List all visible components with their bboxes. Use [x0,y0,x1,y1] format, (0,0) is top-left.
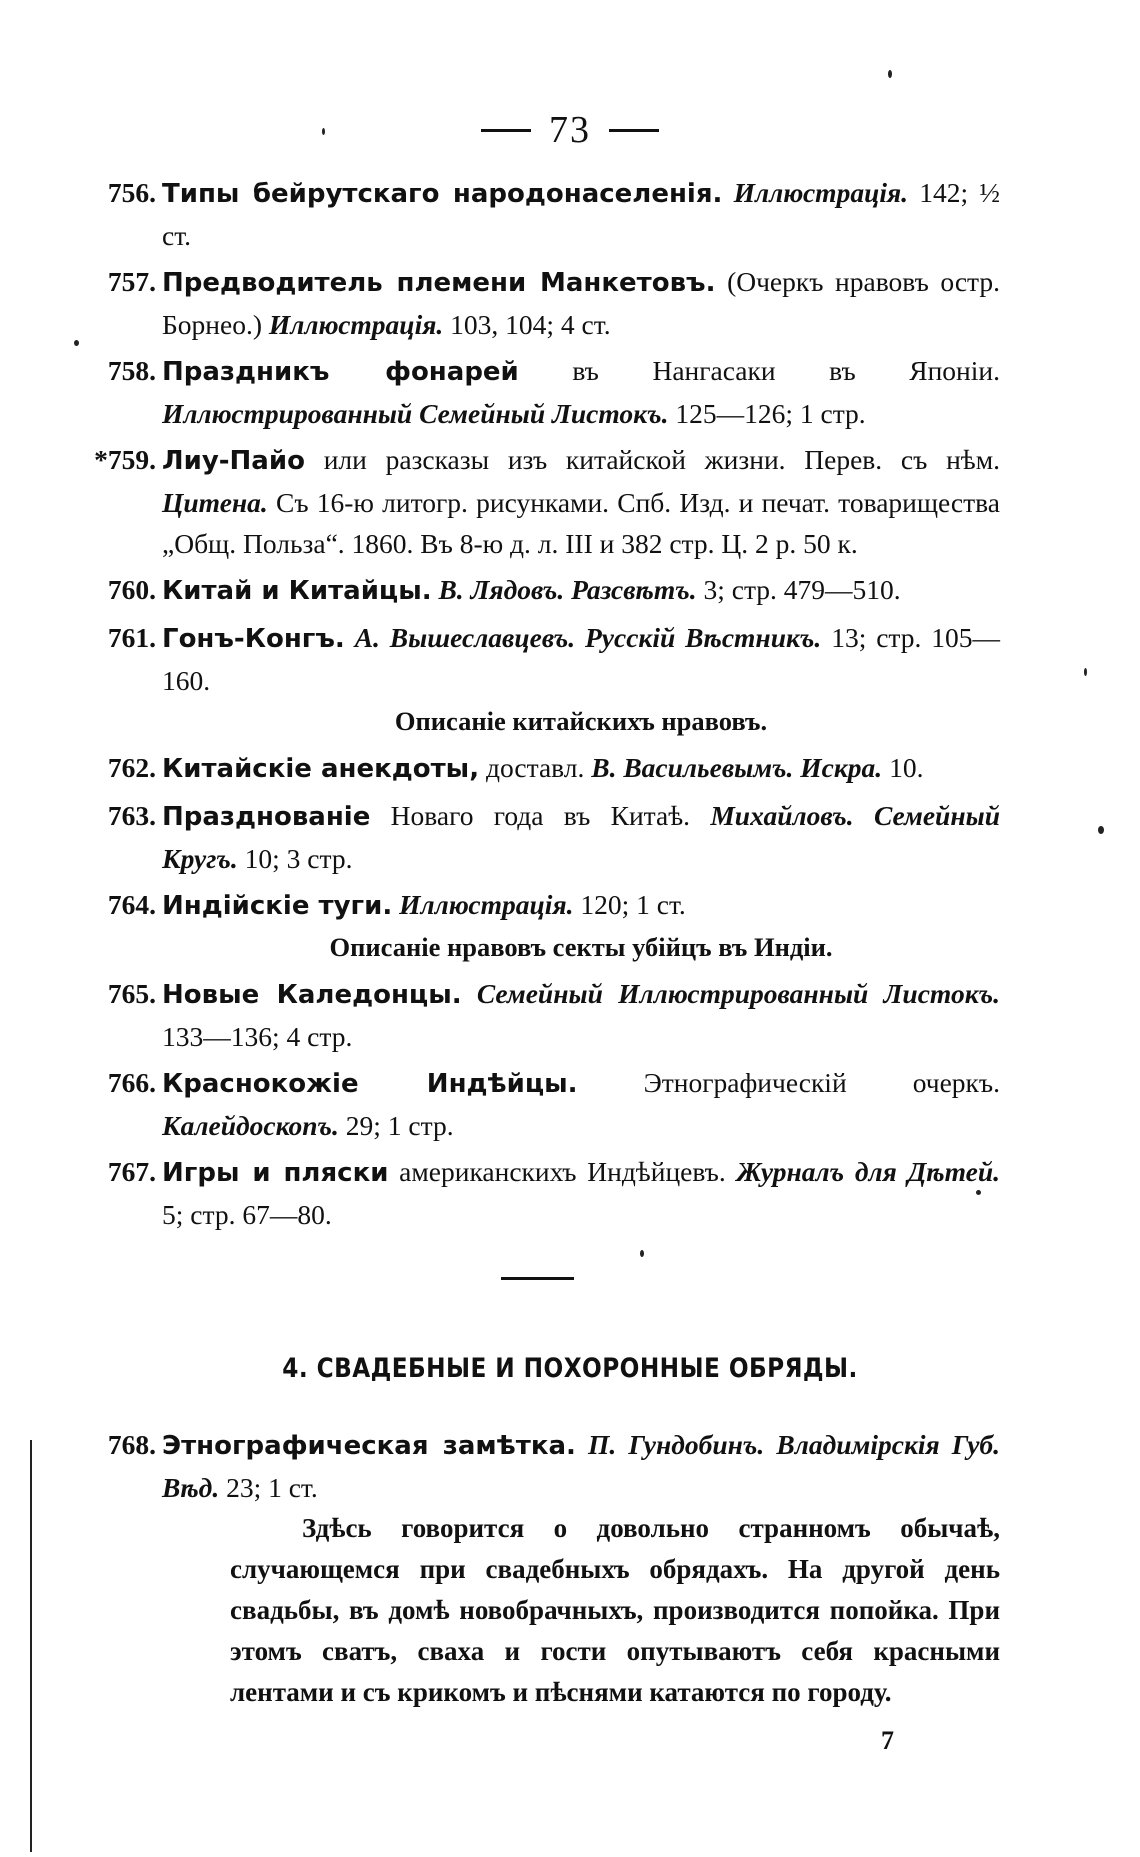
entry-source: В. Лядовъ. Разсвѣтъ. [438,574,697,605]
entry-description: въ Нангасаки въ Японіи. [572,355,1001,386]
entry-761 [90,617,1000,742]
entry-number: *759. [94,444,156,475]
dash-right [609,129,659,132]
entry-note: Описаніе китайскихъ нравовъ. [394,706,768,736]
ink-speck [1084,668,1087,676]
entry-details: 133—136; 4 стр. [162,1021,353,1052]
entry-details: 103, 104; 4 ст. [450,309,611,340]
entry-source: Иллюстрація. [399,889,574,920]
entry-details: 10; 3 стр. [244,843,353,874]
entry-title: Празднованіе [162,802,371,832]
entry-number: 757. [107,266,156,297]
entry-details: 13; стр. 105—160. [162,622,1001,696]
entry-756 [90,172,1000,256]
entry-source: Иллюстрація. [268,309,444,340]
entry-details: 120; 1 ст. [580,889,686,920]
entry-number: 761. [107,622,156,653]
entry-number: 756. [107,177,156,208]
entry-source: П. Гундобинъ. Владимірскія Губ. Вѣд. [162,1429,1000,1503]
entry-title: Краснокожіе Индѣйцы. [162,1069,578,1099]
signature-mark: 7 [881,1726,894,1755]
entry-title: Игры и пляски [162,1158,389,1188]
entry-note: Описаніе нравовъ секты убійцъ въ Индіи. [329,932,833,962]
ink-speck [640,1250,644,1257]
entry-description: или разсказы изъ китайской жизни. Перев. съ нѣм. [323,444,1000,475]
entry-763 [90,795,1000,879]
entry-source: Калейдоскопъ. [162,1110,339,1141]
entry-title: Лиу-Пайо [162,446,305,476]
entry-title: Праздникъ фонарей [162,357,519,387]
entry-767 [90,1151,1000,1235]
entry-number: 768. [107,1429,156,1460]
entry-759 [90,439,1000,564]
entry-number: 765. [107,978,156,1009]
entry-number: 764. [107,889,156,920]
entry-details: Съ 16-ю литогр. рисунками. Спб. Изд. и печат. товарищества „Общ. Польза“. 1860. Въ 8-ю д. л. III и 382 стр. Ц. 2 р. 50 к. [162,487,1000,559]
entry-757 [90,261,1000,345]
entry-title: Предводитель племени Манкетовъ. [162,268,716,298]
entry-details: 23; 1 ст. [226,1472,318,1503]
entry-title: Новые Каледонцы. [162,980,462,1010]
entry-details: 5; стр. 67—80. [162,1199,332,1230]
bibliography-entries [90,172,1000,1240]
entry-title: Типы бейрутскаго народонаселенія. [162,179,723,209]
ink-speck [74,340,79,346]
entry-number: 762. [107,752,156,783]
entry-description: американскихъ Индѣйцевъ. [399,1156,726,1187]
entry-description: Новаго года въ Китаѣ. [390,800,691,831]
entry-source: В. Васильевымъ. Искра. [591,752,883,783]
entry-title: Этнографическая замѣтка. [162,1431,576,1461]
entry-details: 10. [889,752,924,783]
entry-title: Гонъ-Конгъ. [162,624,345,654]
entry-description: Этнографическій очеркъ. [643,1067,1001,1098]
entry-source: Иллюстрація. [733,177,909,208]
page-edge-line [30,1440,32,1852]
entry-details: 3; стр. 479—510. [703,574,901,605]
entry-source: Цитена. [162,487,268,518]
entry-title: Индійскіе туги. [162,891,393,921]
entry-768 [90,1424,1000,1713]
entry-source: Михайловъ. Семейный Кругъ. [162,800,1000,874]
entry-source: Семейный Иллюстрированный Листокъ. [476,978,1000,1009]
section-heading: 4. СВАДЕБНЫЕ И ПОХОРОННЫЕ ОБРЯДЫ. [282,1353,858,1384]
entry-number: 760. [107,574,156,605]
entry-764 [90,884,1000,968]
section-divider [501,1277,574,1280]
ink-speck [888,70,892,78]
entry-number: 766. [107,1067,156,1098]
entry-source: Иллюстрированный Семейный Листокъ. [162,398,669,429]
entry-source: А. Вышеславцевъ. Русскій Вѣстникъ. [354,622,822,653]
entry-758 [90,350,1000,434]
entry-details: 125—126; 1 стр. [675,398,866,429]
section-entries [90,1424,1000,1718]
entry-description: (Очеркъ нравовъ остр. Борнео.) [162,266,1001,340]
page-number-text: 73 [549,109,591,151]
entry-765 [90,973,1000,1057]
entry-title: Китай и Китайцы. [162,576,432,606]
entry-details: 29; 1 стр. [345,1110,454,1141]
entry-details: 142; ½ ст. [162,177,1000,251]
entry-description: доставл. [485,752,585,783]
entry-source: Журналъ для Дѣтей. [736,1156,1001,1187]
entry-number: 767. [107,1156,156,1187]
dash-left [481,129,531,132]
entry-762 [90,747,1000,790]
entry-number: 763. [107,800,156,831]
ink-speck [1098,826,1104,834]
entry-number: 758. [107,355,156,386]
page-number [0,108,1140,152]
entry-body: Здѣсь говорится о довольно странномъ обычаѣ, случающемся при свадебныхъ обрядахъ. На другой день свадьбы, въ домѣ новобрачныхъ, производится попойка. При этомъ сватъ, сваха и гости опутываютъ себя красными лентами и съ крикомъ и пѣснями катаются по городу. [230,1513,1000,1707]
entry-title: Китайскіе анекдоты, [162,754,480,784]
entry-766 [90,1062,1000,1146]
entry-760 [90,569,1000,612]
